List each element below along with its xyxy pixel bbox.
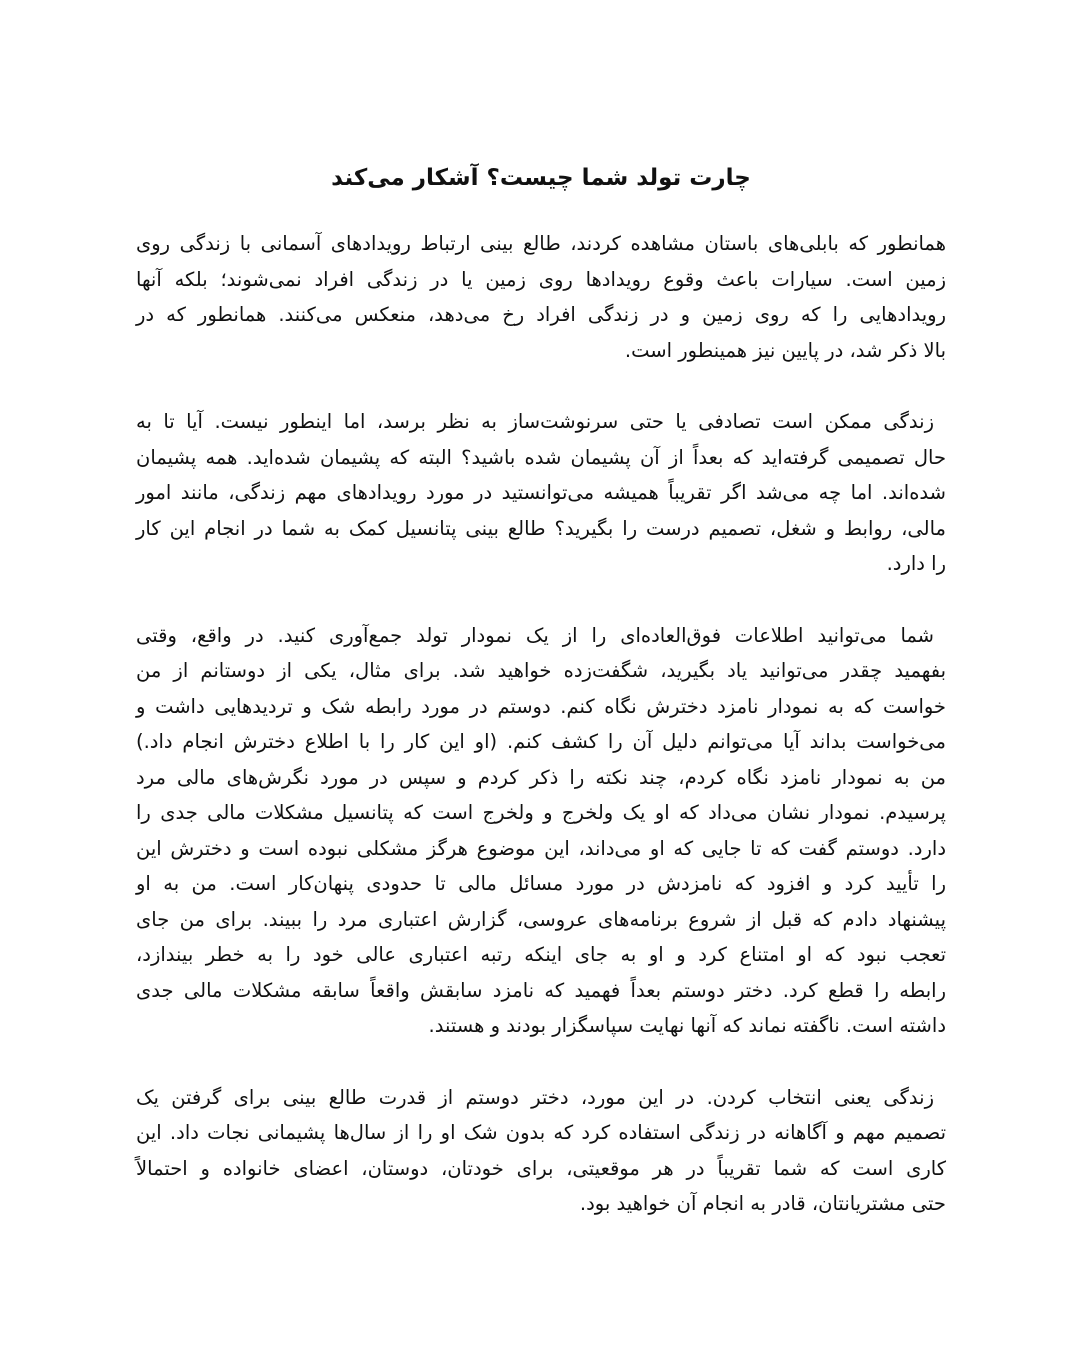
text-line: حتی مشتریانتان، قادر به انجام آن خواهید بود.: [579, 1192, 946, 1215]
text-line: کاری است که شما تقریباً در هر موقعیتی، برای خودتان، دوستان، اعضای خانواده و احتمالاً: [136, 1156, 946, 1180]
text-line: پرسیدم. نمودار نشان می‌داد که او یک ولخرج و ولخرج است که پتانسیل مشکلات مالی جدی را: [136, 801, 946, 824]
text-line: می‌خواست بداند آیا می‌توانم دلیل آن را کشف کنم. (او این کار را با اطلاع دخترش انجام داد.): [136, 730, 946, 753]
paragraph-4: [136, 1080, 946, 1222]
paragraph-1: [136, 226, 946, 368]
text-line: بفهمید چقدر می‌توانید یاد بگیرید، شگفت‌زده خواهید شد. برای مثال، یکی از دوستانم از من: [136, 659, 946, 682]
text-line: شده‌اند. اما چه می‌شد اگر تقریباً همیشه می‌توانستید در مورد رویدادهای مهم زندگی، مانند امور: [136, 481, 946, 504]
text-line: زمین است. سیارات باعث وقوع رویدادها روی زمین یا در زندگی افراد نمی‌شوند؛ بلکه آنها: [136, 267, 946, 291]
text-line: من به نمودار نامزد نگاه کردم، چند نکته را ذکر کردم و سپس در مورد نگرش‌های مالی مرد: [136, 765, 946, 789]
text-line: رابطه را قطع کرد. دختر دوستم بعداً فهمید که نامزد سابقش واقعاً سابقه مشکلات مالی جدی: [136, 978, 946, 1002]
text-line: داشته است. ناگفته نماند که آنها نهایت سپاسگزار بودند و هستند.: [428, 1014, 946, 1037]
text-line: مالی، روابط و شغل، تصمیم درست را بگیرید؟ طالع بینی پتانسیل کمک به شما در انجام این کار: [136, 516, 946, 540]
text-line: پیشنهاد دادم که قبل از شروع برنامه‌های عروسی، گزارش اعتباری مرد را ببیند. برای من جای: [136, 907, 946, 931]
text-line: زندگی ممکن است تصادفی یا حتی سرنوشت‌ساز به نظر برسد، اما اینطور نیست. آیا تا به: [136, 410, 934, 433]
text-line: خواست که به نمودار نامزد دخترش نگاه کنم. دوستم در مورد رابطه شک و تردیدهایی داشت و: [136, 694, 946, 718]
paragraph-3: [136, 618, 946, 1044]
text-line: شما می‌توانید اطلاعات فوق‌العاده‌ای را از یک نمودار تولد جمع‌آوری کنید. در واقع، وقتی: [136, 623, 934, 647]
paragraph-2: [136, 404, 946, 582]
text-line: زندگی یعنی انتخاب کردن. در این مورد، دختر دوستم از قدرت طالع بینی برای گرفتن یک: [136, 1085, 934, 1109]
text-line: رویدادهایی را که روی زمین و در زندگی افراد رخ می‌دهد، منعکس می‌کنند. همانطور که در: [136, 303, 946, 326]
document-title: چارت تولد شما چیست؟ آشکار می‌کند: [331, 165, 751, 191]
text-line: حال تصمیمی گرفته‌اید که بعداً از آن پشیمان شده باشید؟ البته که پشیمان شده‌اید. همه پشیمان: [136, 445, 946, 469]
text-line: تصمیم مهم و آگاهانه در زندگی استفاده کرد که بدون شک او را از سال‌ها پشیمانی نجات داد. این: [136, 1121, 946, 1144]
text-line: تعجب نبود که او امتناع کرد و او به جای اینکه رتبه اعتباری عالی خود را به خطر بیندازد،: [136, 943, 946, 966]
document-page: [136, 150, 946, 1258]
text-line: را تأیید کرد و افزود که نامزدش در مورد مسائل مالی تا حدودی پنهان‌کار است. من به او: [136, 872, 946, 895]
text-line: همانطور که بابلی‌های باستان مشاهده کردند، طالع بینی ارتباط رویدادهای آسمانی با زندگی روی: [136, 232, 946, 255]
text-line: دارد. دوستم گفت که تا جایی که او می‌داند، این موضوع هرگز مشکلی نبوده است و دخترش این: [136, 836, 946, 860]
text-line: بالا ذکر شد، در پایین نیز همینطور است.: [624, 338, 946, 362]
text-line: را دارد.: [886, 552, 946, 575]
